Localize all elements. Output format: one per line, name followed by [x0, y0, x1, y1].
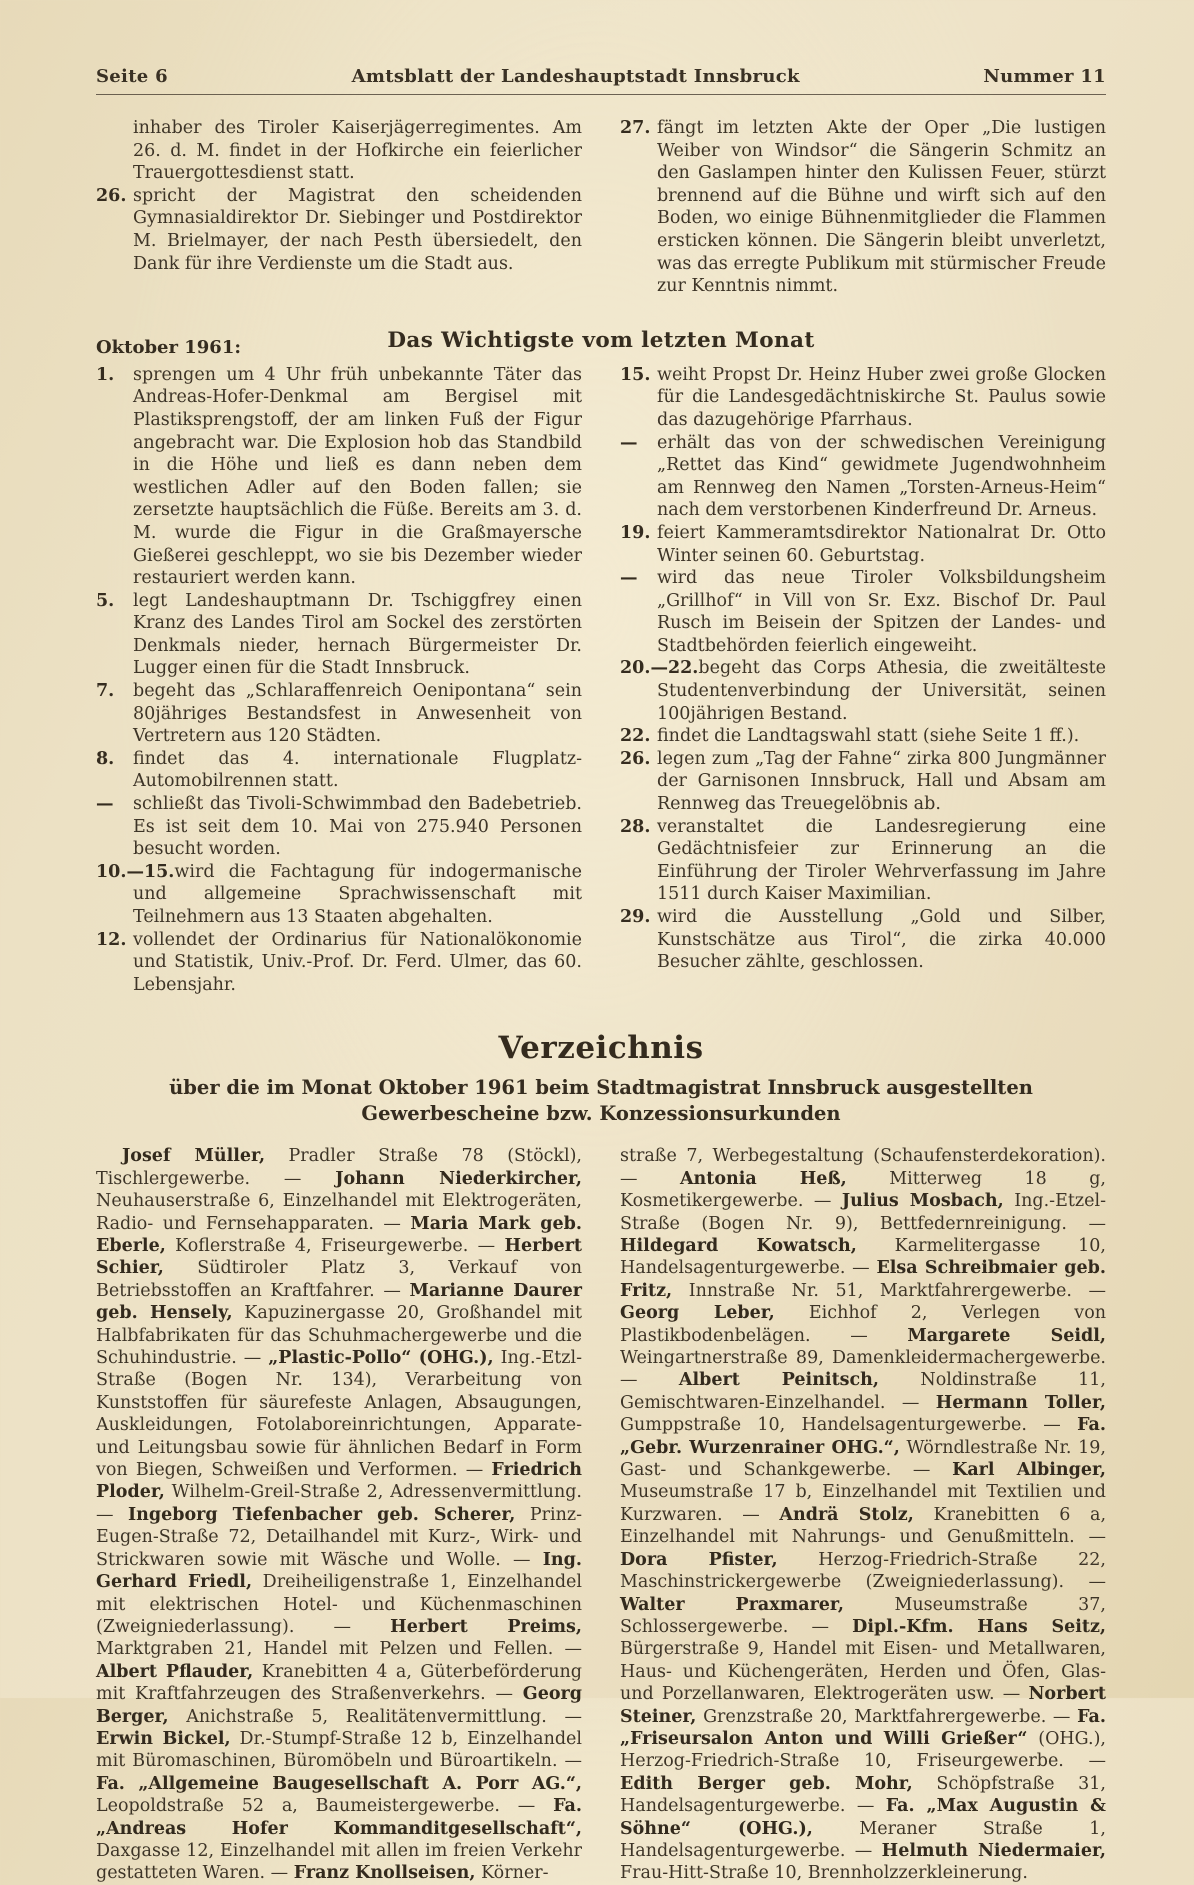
item-text: vollendet der Ordinarius für Nationalökonomie und Statistik, Univ.-Prof. Dr. Ferd. Ulmer, das 60. Lebensjahr. — [133, 929, 582, 995]
item-date-label: 5. — [96, 590, 115, 611]
verzeichnis-subtitle-line2: Gewerbescheine bzw. Konzessionsurkunden — [361, 1102, 841, 1126]
item-text: wird die Fachtagung für indogermanische und allgemeine Sprachwissenschaft mit Teilnehmern aus 13 Staaten abgehalten. — [133, 861, 582, 927]
news-item — [96, 748, 582, 793]
item-date-label: 27. — [620, 118, 651, 138]
item-text: begeht das „Schlaraffenreich Oenipontana“ sein 80jähriges Bestandsfest in Anwesenheit von Vertretern aus 120 Städten. — [133, 681, 582, 747]
item-text: inhaber des Tiroler Kaiserjägerregimentes. Am 26. d. M. findet in der Hofkirche ein feierlicher Trauergottesdienst statt. — [133, 118, 582, 184]
issue-number: Nummer 11 — [983, 66, 1106, 87]
item-date-label: 19. — [620, 522, 651, 543]
news-item — [96, 590, 582, 680]
business-listing — [96, 1145, 1106, 1884]
news-item — [96, 364, 582, 590]
item-text: wird die Ausstellung „Gold und Silber, Kunstschätze aus Tirol“, die zirka 40.000 Besucher zählte, geschlossen. — [657, 907, 1106, 973]
month-left-column — [96, 364, 582, 997]
verzeichnis-title: Verzeichnis — [498, 1030, 704, 1067]
item-date-label: 7. — [96, 681, 115, 702]
item-text: veranstaltet die Landesregierung eine Gedächtnisfeier zur Erinnerung an die Einführung der Tiroler Wehrverfassung im Jahre 1511 durch Kaiser Maximilian. — [657, 816, 1106, 905]
news-item — [620, 117, 1106, 298]
item-text: findet die Landtagswahl statt (siehe Seite 1 ff.). — [657, 726, 1080, 747]
masthead-title: Amtsblatt der Landeshauptstadt Innsbruck — [351, 66, 800, 87]
verzeichnis-section — [96, 1030, 1106, 1884]
item-date-label: 1. — [96, 364, 115, 385]
page-header — [96, 66, 1106, 87]
item-date-label: 15. — [620, 364, 651, 385]
item-date-label: — — [620, 568, 638, 589]
item-text: findet das 4. internationale Flugplatz-Automobilrennen statt. — [133, 748, 582, 792]
item-text: schließt das Tivoli-Schwimmbad den Badebetrieb. Es ist seit dem 10. Mai von 275.940 Personen besucht worden. — [133, 794, 582, 860]
news-item — [96, 861, 582, 929]
verzeichnis-subtitle-line1: über die im Monat Oktober 1961 beim Stadtmagistrat Innsbruck ausgestellten — [169, 1076, 1033, 1100]
month-right-column — [620, 364, 1106, 997]
item-date-label: 12. — [96, 929, 127, 950]
item-date-label: 20.—22. — [620, 658, 699, 679]
section-heading: Das Wichtigste vom letzten Monat — [387, 327, 815, 353]
news-item — [96, 793, 582, 861]
month-section-header — [96, 328, 1106, 358]
item-date-label: 8. — [96, 748, 115, 769]
item-date-label: 28. — [620, 816, 651, 837]
item-text: feiert Kammeramtsdirektor Nationalrat Dr. Otto Winter seinen 60. Geburtstag. — [657, 522, 1106, 566]
news-item — [620, 748, 1106, 816]
item-date-label: 26. — [620, 748, 651, 769]
item-text: weiht Propst Dr. Heinz Huber zwei große Glocken für die Landesgedächtniskirche St. Paulus sowie das dazugehörige Pfarrhaus. — [657, 364, 1106, 430]
month-items-section — [96, 364, 1106, 997]
item-text: wird das neue Tiroler Volksbildungsheim „Grillhof“ in Vill von Sr. Exz. Bischof Dr. Paul Rusch im Beisein der Spitzen der Landes- und Stadtbehörden feierlich eingeweiht. — [657, 568, 1106, 656]
item-date-label: 29. — [620, 907, 651, 927]
news-item — [620, 906, 1106, 974]
news-item — [96, 929, 582, 997]
item-text: sprengen um 4 Uhr früh unbekannte Täter das Andreas-Hofer-Denkmal am Bergisel mit Plastiksprengstoff, der am linken Fuß der Figur angebracht war. Die Explosion hob das Standbild in die Höhe und ließ es dann neben dem westlichen Adler auf den Boden fallen; sie zersetzte hauptsächlich die Füße. Bereits am 3. d. M. wurde die Figur in die Graßmayersche Gießerei geschleppt, wo sie bis Dezember wieder restauriert werden kann. — [133, 364, 582, 589]
item-date-label: — — [96, 794, 114, 815]
month-label: Oktober 1961: — [96, 336, 242, 358]
carryover-left-column — [96, 117, 582, 298]
news-item — [620, 522, 1106, 567]
item-date-label: 26. — [96, 185, 127, 206]
carryover-right-column — [620, 117, 1106, 298]
item-date-label: — — [620, 432, 638, 453]
carryover-section — [96, 117, 1106, 298]
news-item — [620, 364, 1106, 432]
news-item — [620, 816, 1106, 906]
news-item — [620, 657, 1106, 725]
item-text: legt Landeshauptmann Dr. Tschiggfrey einen Kranz des Landes Tirol am Sockel des zerstörten Denkmals nieder, hernach Bürgermeister Dr. Lugger einen für die Stadt Innsbruck. — [133, 590, 582, 679]
item-date-label: 10.—15. — [96, 861, 175, 882]
news-item — [620, 432, 1106, 522]
news-item — [96, 680, 582, 748]
item-text: spricht der Magistrat den scheidenden Gymnasialdirektor Dr. Siebinger und Postdirektor M. Brielmayer, der nach Pesth übersiedelt, den Dank für ihre Verdienste um die Stadt aus. — [133, 185, 582, 274]
news-item — [620, 725, 1106, 748]
listing-right-column: straße 7, Werbegestaltung (Schaufensterdekoration). — Antonia Heß, Mitterweg 18 g, Kosmetikergewerbe. — Julius Mosbach, Ing.-Etzel-Straße (Bogen Nr. 9), Bettfedernreinigung. — Hildegard Kowatsch, Karmelitergasse 10, Handelsagenturgewerbe. — Elsa Schreibmaier geb. Fritz, Innstraße Nr. 51, Marktfahrergewerbe. — Georg Leber, Eichhof 2, Verlegen von Plastikbodenbelägen. — Margarete Seidl, Weingartnerstraße 89, Damenkleidermachergewerbe. — Albert Peinitsch, Noldinstraße 11, Gemischtwaren-Einzelhandel. — Hermann Toller, Gumppstraße 10, Handelsagenturgewerbe. — Fa. „Gebr. Wurzenrainer OHG.“, Wörndlestraße Nr. 19, Gast- und Schankgewerbe. — Karl Albinger, Museumstraße 17 b, Einzelhandel mit Textilien und Kurzwaren. — Andrä Stolz, Kranebitten 6 a, Einzelhandel mit Nahrungs- und Genußmitteln. — Dora Pfister, Herzog-Friedrich-Straße 22, Maschinstrickergewerbe (Zweigniederlassung). — Walter Praxmarer, Museumstraße 37, Schlossergewerbe. — Dipl.-Kfm. Hans Seitz, Bürgerstraße 9, Handel mit Eisen- und Metallwaren, Haus- und Küchengeräten, Herden und Öfen, Glas- und Porzellanwaren, Elektrogeräten usw. — Norbert Steiner, Grenzstraße 20, Marktfahrergewerbe. — Fa. „Friseursalon Anton und Willi Grießer“ (OHG.), Herzog-Friedrich-Straße 10, Friseurgewerbe. — Edith Berger geb. Mohr, Schöpfstraße 31, Handelsagenturgewerbe. — Fa. „Max Augustin & Söhne“ (OHG.), Meraner Straße 1, Handelsagenturgewerbe. — Helmuth Niedermaier, Frau-Hitt-Straße 10, Brennholzzerkleinerung. — [620, 1146, 1107, 1884]
news-item — [96, 117, 582, 185]
item-date-label: 22. — [620, 726, 651, 747]
item-text: begeht das Corps Athesia, die zweitälteste Studentenverbindung der Universität, seinen 100jährigen Bestand. — [657, 658, 1106, 724]
listing-left-column: Josef Müller, Pradler Straße 78 (Stöckl), Tischlergewerbe. — Johann Niederkircher, Neuhauserstraße 6, Einzelhandel mit Elektrogeräten, Radio- und Fernsehapparaten. — Maria Mark geb. Eberle, Koflerstraße 4, Friseurgewerbe. — Herbert Schier, Südtiroler Platz 3, Verkauf von Betriebsstoffen an Kraftfahrer. — Marianne Daurer geb. Hensely, Kapuzinergasse 20, Großhandel mit Halbfabrikaten für das Schuhmachergewerbe und die Schuhindustrie. — „Plastic-Pollo“ (OHG.), Ing.-Etzl-Straße (Bogen Nr. 134), Verarbeitung von Kunststoffen für säurefeste Anlagen, Absaugungen, Auskleidungen, Fotolaboreinrichtungen, Apparate- und Leitungsbau sowie für ähnlichen Bedarf in Form von Biegen, Schweißen und Verformen. — Friedrich Ploder, Wilhelm-Greil-Straße 2, Adressenvermittlung. — Ingeborg Tiefenbacher geb. Scherer, Prinz-Eugen-Straße 72, Detailhandel mit Kurz-, Wirk- und Strickwaren sowie mit Wäsche und Wolle. — Ing. Gerhard Friedl, Dreiheiligenstraße 1, Einzelhandel mit elektrischen Hotel- und Küchenmaschinen (Zweigniederlassung). — Herbert Preims, Marktgraben 21, Handel mit Pelzen und Fellen. — Albert Pflauder, Kranebitten 4 a, Güterbeförderung mit Kraftfahrzeugen des Straßenverkehrs. — Georg Berger, Anichstraße 5, Realitätenvermittlung. — Erwin Bickel, Dr.-Stumpf-Straße 12 b, Einzelhandel mit Büromaschinen, Büromöbeln und Büroartikeln. — Fa. „Allgemeine Baugesellschaft A. Porr AG.“, Leopoldstraße 52 a, Baumeistergewerbe. — Fa. „Andreas Hofer Kommanditgesellschaft“, Daxgasse 12, Einzelhandel mit allen im freien Verkehr gestatteten Waren. — Franz Knollseisen, Körner- — [96, 1146, 583, 1884]
news-item — [620, 567, 1106, 657]
news-item — [96, 185, 582, 275]
item-text: legen zum „Tag der Fahne“ zirka 800 Jungmänner der Garnisonen Innsbruck, Hall und Absam am Rennweg das Treuegelöbnis ab. — [657, 748, 1106, 815]
item-text: erhält das von der schwedischen Vereinigung „Rettet das Kind“ gewidmete Jugendwohnheim am Rennweg den Namen „Torsten-Arneus-Heim“ nach dem verstorbenen Kinderfreund Dr. Arneus. — [657, 432, 1106, 521]
page-number: Seite 6 — [96, 66, 168, 87]
item-text: fängt im letzten Akte der Oper „Die lustigen Weiber von Windsor“ die Sängerin Schmitz an den Gaslampen hinter den Kulissen Feuer, stürzt brennend auf die Bühne und wirft sich auf den Boden, wo einige Bühnenmitglieder die Flammen ersticken können. Die Sängerin bleibt unverletzt, was das erregte Publikum mit stürmischer Freude zur Kenntnis nimmt. — [657, 118, 1106, 297]
header-rule — [96, 94, 1106, 95]
